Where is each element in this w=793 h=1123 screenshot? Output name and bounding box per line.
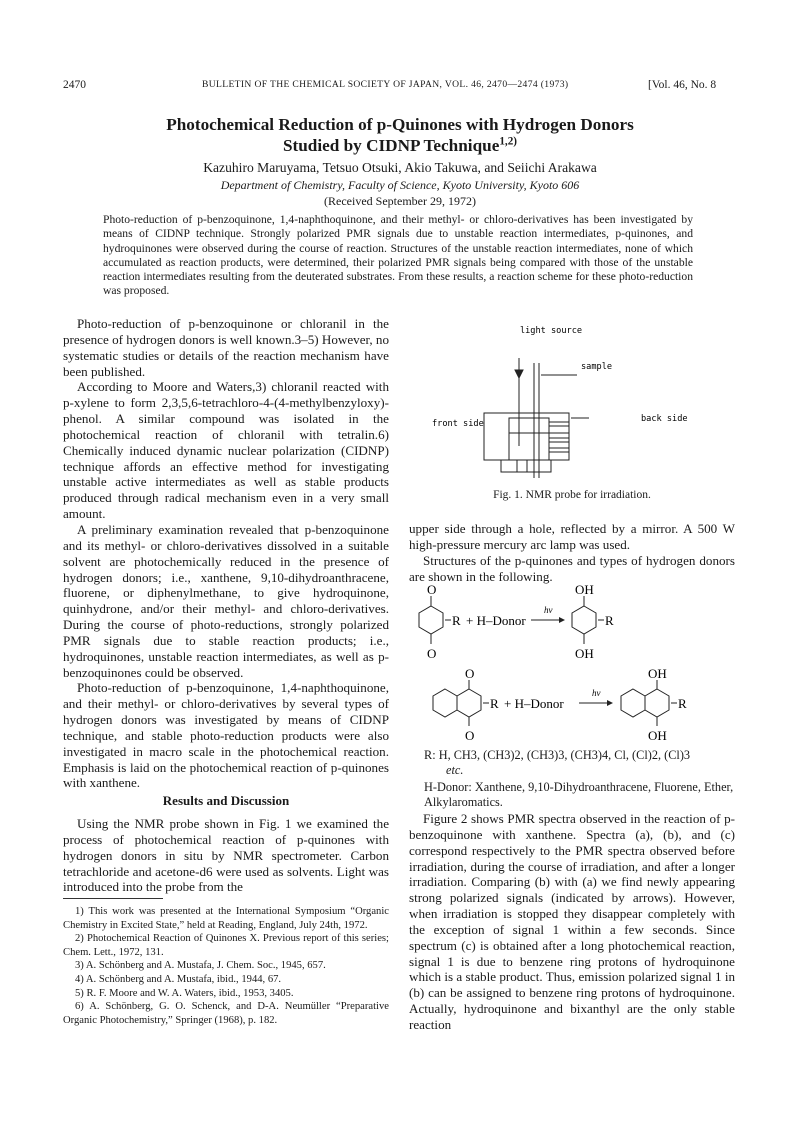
footnotes xyxy=(63,905,389,1027)
footnote: 2) Photochemical Reaction of Quinones X. Previous report of this series; Chem. Lett., 1972, 131. xyxy=(63,933,389,958)
paragraph-continued: upper side through a hole, reflected by a mirror. A 500 W high-pressure mercury arc lamp was used. xyxy=(409,521,735,552)
paragraph-structures: Structures of the p-quinones and types of hydrogen donors are shown in the following. xyxy=(409,552,735,584)
affiliation: Department of Chemistry, Faculty of Science, Kyoto University, Kyoto 606 xyxy=(220,178,580,192)
sample-label: sample xyxy=(581,362,613,372)
scheme-benzoquinone xyxy=(409,582,735,662)
journal-header: BULLETIN OF THE CHEMICAL SOCIETY OF JAPAN, VOL. 46, 2470—2474 (1973) xyxy=(202,79,569,90)
footnote: 3) A. Schönberg and A. Mustafa, J. Chem. Soc., 1945, 657. xyxy=(75,960,326,972)
substituent-r: R xyxy=(490,696,499,711)
plus-hydrogen-donor: + H–Donor xyxy=(466,613,526,628)
quinone-oxygen-top: O xyxy=(427,582,437,597)
substituent-list: R: H, CH3, (CH3)2, (CH3)3, (CH3)4, Cl, (Cl)2, (Cl)3 xyxy=(424,748,691,762)
volume-issue: [Vol. 46, No. 8 xyxy=(648,79,717,91)
probe-inner xyxy=(509,418,549,460)
quinone-oxygen-bottom: O xyxy=(427,646,437,661)
light-arrow-head xyxy=(515,370,523,378)
probe-base xyxy=(501,460,551,472)
hydroxyl-bottom: OH xyxy=(575,646,594,661)
hydroquinone-ring xyxy=(572,606,596,634)
substituent-r: R xyxy=(452,613,461,628)
right-column-top xyxy=(409,521,735,584)
figure-1-nmr-probe xyxy=(409,318,735,488)
naphthohydroquinone-ring-a xyxy=(621,689,645,717)
paragraph-3: A preliminary examination revealed that p-benzoquinone and its methyl- or chloro-derivatives dissolved in a suitable solvent are photochemically reduced in the presence of hydrogen donors; i.e., xanthene, 9,10-dihydroanthracene, fluorene, or diphenylmethane, to give hydroquinone, quinhydrone, and/or their methyl- and chloro-derivatives. During the course of photo-reductions, strongly polarized PMR signals due to stable reaction products; i.e., hydroquinones, unstable reaction intermediates, as well as p-benzoquinones could be observed. xyxy=(63,521,389,680)
quinone-oxygen-bottom: O xyxy=(465,728,475,743)
naphthoquinone-ring-a xyxy=(433,689,457,717)
probe-body xyxy=(484,413,569,460)
plus-hydrogen-donor: + H–Donor xyxy=(504,696,564,711)
quinone-ring xyxy=(419,606,443,634)
right-column-results xyxy=(409,811,735,1033)
quinone-oxygen-top: O xyxy=(465,666,475,681)
paragraph-figure-2: Figure 2 shows PMR spectra observed in the reaction of p-benzoquinone with xanthene. Spectra (a), (b), and (c) correspond respectively to the PMR spectra observed before irradiation, during the course of irradiation, and after a longer irradiation. Comparing (b) with (a) we find newly appearing strong polarized signals (indicated by arrows). However, when irradiation is stopped they disappear completely with the exception of signal 1 within a few seconds. Since spectrum (c) is obtained after a long photochemical reaction, signal 1 is due to benzene ring protons of hydroquinone which is a stable product. Thus, emission polarized signal 1 in (b) can be assigned to benzene ring protons of hydroquinone. Actually, hydroquinone and bixanthyl are the only stable reaction xyxy=(409,811,735,1032)
substituent-etc: etc. xyxy=(446,763,464,777)
front-side-label: front side xyxy=(432,419,484,429)
paragraph-5: Using the NMR probe shown in Fig. 1 we examined the process of photochemical reaction of p-quinones with hydrogen donors in situ by NMR spectrometer. Carbon tetrachloride and acetone-d6 were used as solvents. Light was introduced into the probe from the xyxy=(63,816,389,895)
paragraph-1: Photo-reduction of p-benzoquinone or chloranil in the presence of hydrogen donors is well known.3–5) However, no systematic studies or details of the reaction mechanism have been published. xyxy=(63,316,390,379)
page-number: 2470 xyxy=(63,79,86,91)
naphthohydroquinone-ring-b xyxy=(645,689,669,717)
footnote: 5) R. F. Moore and W. A. Waters, ibid., 1953, 3405. xyxy=(75,987,294,999)
substituent-r: R xyxy=(678,696,687,711)
scheme-naphthoquinone xyxy=(409,666,735,746)
light-source-label: light source xyxy=(519,326,583,336)
title-line-1: Photochemical Reduction of p-Quinones with Hydrogen Donors xyxy=(166,115,634,134)
hydroxyl-top: OH xyxy=(648,666,667,681)
figure-1-caption: Fig. 1. NMR probe for irradiation. xyxy=(493,489,651,501)
paragraph-4: Photo-reduction of p-benzoquinone, 1,4-naphthoquinone, and their methyl- or chloro-derivatives by several types of hydrogen donors was investigated by means of CIDNP technique, and stable photo-reduction products were also investigated in macro scale in the photochemical reaction. Emphasis is laid on the photochemical reaction of p-quinones with xanthene. xyxy=(63,680,389,791)
paragraph-2: According to Moore and Waters,3) chloranil reacted with p-xylene to form 2,3,5,6-tetrachloro-4-(4-methylbenzyloxy)-phenol. A similar compound was isolated in the photochemical reaction of chloranil with tetralin.6) Chemically induced dynamic nuclear polarization (CIDNP) technique affords an effective method for investigating unstable active intermediates as well as stable products produced through radical mechanism even in a very small amount. xyxy=(63,379,389,522)
left-column-intro xyxy=(63,316,389,791)
left-column-results xyxy=(63,816,389,895)
substituent-r: R xyxy=(605,613,614,628)
hydrogen-donor-list: H-Donor: Xanthene, 9,10-Dihydroanthracene, Fluorene, Ether, Alkylaromatics. xyxy=(424,780,734,809)
footnote: 4) A. Schönberg and A. Mustafa, ibid., 1944, 67. xyxy=(75,973,282,985)
footnote: 1) This work was presented at the International Symposium “Organic Chemistry in Excited State,” held at Reading, England, July 24th, 1972. xyxy=(63,906,389,931)
footnote-rule xyxy=(63,898,163,899)
title-line-2: Studied by CIDNP Technique$^{1,2)}$ xyxy=(282,135,518,155)
hv-label: hν xyxy=(544,605,553,615)
received-date: (Received September 29, 1972) xyxy=(324,194,476,208)
section-heading: Results and Discussion xyxy=(162,793,290,808)
nmr-probe-diagram xyxy=(409,318,735,488)
naphthoquinone-ring-b xyxy=(457,689,481,717)
hydroxyl-bottom: OH xyxy=(648,728,667,743)
abstract: Photo-reduction of p-benzoquinone, 1,4-naphthoquinone, and their methyl- or chloro-derivatives has been investigated by means of CIDNP technique. Strongly polarized PMR signals due to unstable reaction intermediates, p-quinones, and hydroquinones were observed during the course of reaction. Structures of the unstable reaction intermediates, none of which accumulated as reaction products, were determined, their polarized PMR signals being compared with those of the unstable reaction intermediates resulting from the deuterated substrates. From these results, a reaction scheme for these photo-reduction was proposed. xyxy=(103,213,693,298)
back-side-label: back side xyxy=(641,414,688,424)
footnote: 6) A. Schönberg, G. O. Schenck, and D-A. Neumüller “Preparative Organic Photochemistry,” Springer (1968), p. 182. xyxy=(63,1001,389,1026)
hydroxyl-top: OH xyxy=(575,582,594,597)
hv-label: hν xyxy=(592,688,601,698)
authors: Kazuhiro Maruyama, Tetsuo Otsuki, Akio Takuwa, and Seiichi Arakawa xyxy=(203,160,597,175)
